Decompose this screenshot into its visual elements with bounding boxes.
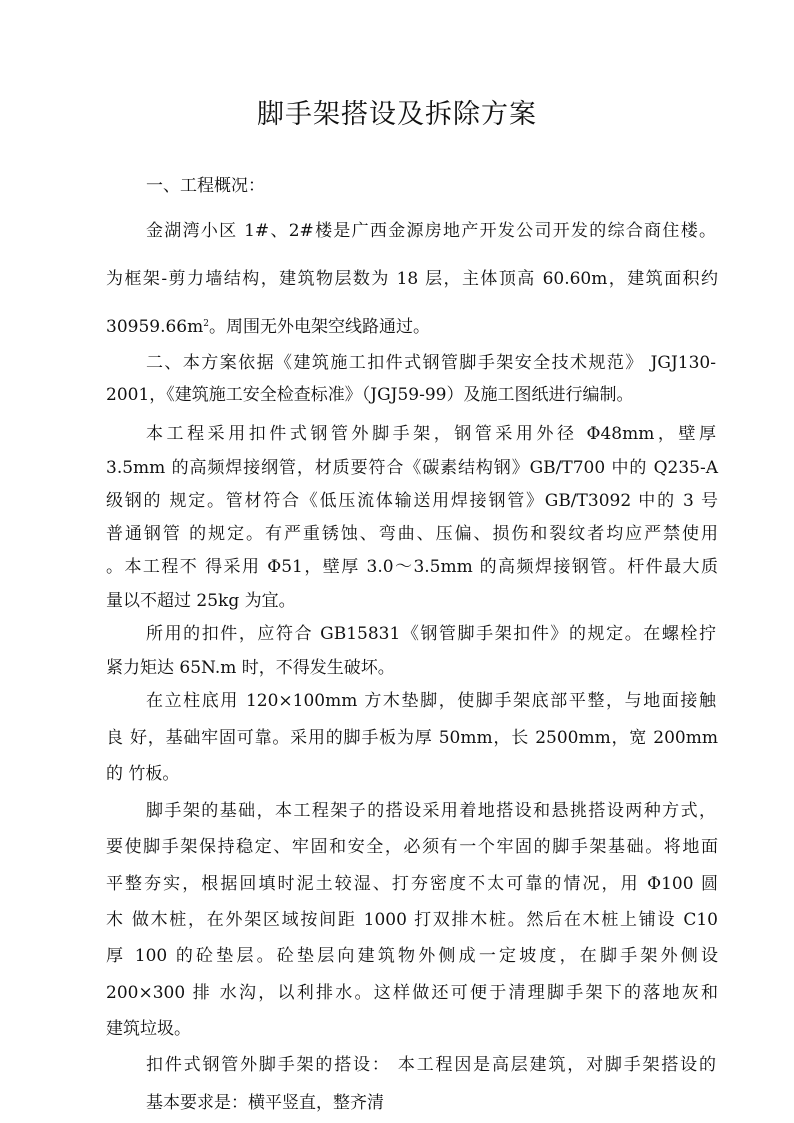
paragraph-line: 为框架-剪力墙结构，建筑物层数为 18 层，主体顶高 60.60m，建筑面积约 [106, 269, 718, 289]
paragraph-line: 基本要求是：横平竖直，整齐清 [146, 1093, 384, 1113]
paragraph-line: 在立柱底用 120×100mm 方木垫脚，使脚手架底部平整，与地面接触 [146, 691, 716, 711]
area-value: 30959.66m [106, 317, 204, 337]
paragraph-line: 所用的扣件，应符合 GB15831《钢管脚手架扣件》的规定。在螺栓拧 [146, 624, 716, 644]
paragraph-line: 建筑垃圾。 [106, 1019, 191, 1039]
paragraph-line: 厚 100 的砼垫层。砼垫层向建筑物外侧成一定坡度，在脚手架外侧设 [106, 946, 718, 966]
paragraph-line: 量以不超过 25kg 为宜。 [106, 591, 296, 611]
paragraph-line: 的 竹板。 [106, 764, 180, 784]
paragraph-line: 扣件式钢管外脚手架的搭设： 本工程因是高层建筑，对脚手架搭设的 [146, 1055, 716, 1075]
area-text: 。周围无外电架空线路通过。 [208, 317, 430, 337]
paragraph-line [106, 315, 430, 339]
paragraph-line: 脚手架的基础，本工程架子的搭设采用着地搭设和悬挑搭设两种方式， [146, 801, 716, 821]
paragraph-line: 平整夯实，根据回填时泥土较湿、打夯密度不太可靠的情况，用 Φ100 圆 [106, 874, 718, 894]
paragraph-line: 金湖湾小区 1#、2#楼是广西金源房地产开发公司开发的综合商住楼。 [146, 221, 716, 241]
paragraph-line: 200×300 排 水沟，以利排水。这样做还可便于清理脚手架下的落地灰和 [106, 983, 718, 1003]
paragraph-line: 。本工程不 得采用 Φ51，壁厚 3.0～3.5mm 的高频焊接钢管。杆件最大质 [106, 557, 718, 577]
area-unit-superscript: 2 [203, 319, 209, 329]
section-heading-basis: 二、本方案依据《建筑施工扣件式钢管脚手架安全技术规范》 JGJ130- [146, 353, 716, 373]
paragraph-line: 本工程采用扣件式钢管外脚手架，钢管采用外径 Φ48mm，壁厚 [146, 424, 716, 444]
paragraph-line: 要使脚手架保持稳定、牢固和安全，必须有一个牢固的脚手架基础。将地面 [106, 837, 718, 857]
document-title: 脚手架搭设及拆除方案 [257, 99, 537, 130]
paragraph-line: 2001，《建筑施工安全检查标准》（JGJ59-99）及施工图纸进行编制。 [106, 385, 634, 405]
paragraph-line: 木 做木桩，在外架区域按间距 1000 打双排木桩。然后在木桩上铺设 C10 [106, 910, 718, 930]
section-heading-overview: 一、工程概况： [146, 176, 265, 196]
paragraph-line: 级钢的 规定。管材符合《低压流体输送用焊接钢管》GB/T3092 中的 3 号 [106, 491, 718, 511]
paragraph-line: 紧力矩达 65N.m 时，不得发生破坏。 [106, 658, 395, 678]
paragraph-line: 良 好，基础牢固可靠。采用的脚手板为厚 50mm，长 2500mm，宽 200mm [106, 728, 718, 748]
paragraph-line: 3.5mm 的高频焊接纲管，材质要符合《碳素结构钢》GB/T700 中的 Q235-A [106, 458, 718, 478]
paragraph-line: 普通钢管 的规定。有严重锈蚀、弯曲、压偏、损伤和裂纹者均应严禁使用 [106, 524, 718, 544]
